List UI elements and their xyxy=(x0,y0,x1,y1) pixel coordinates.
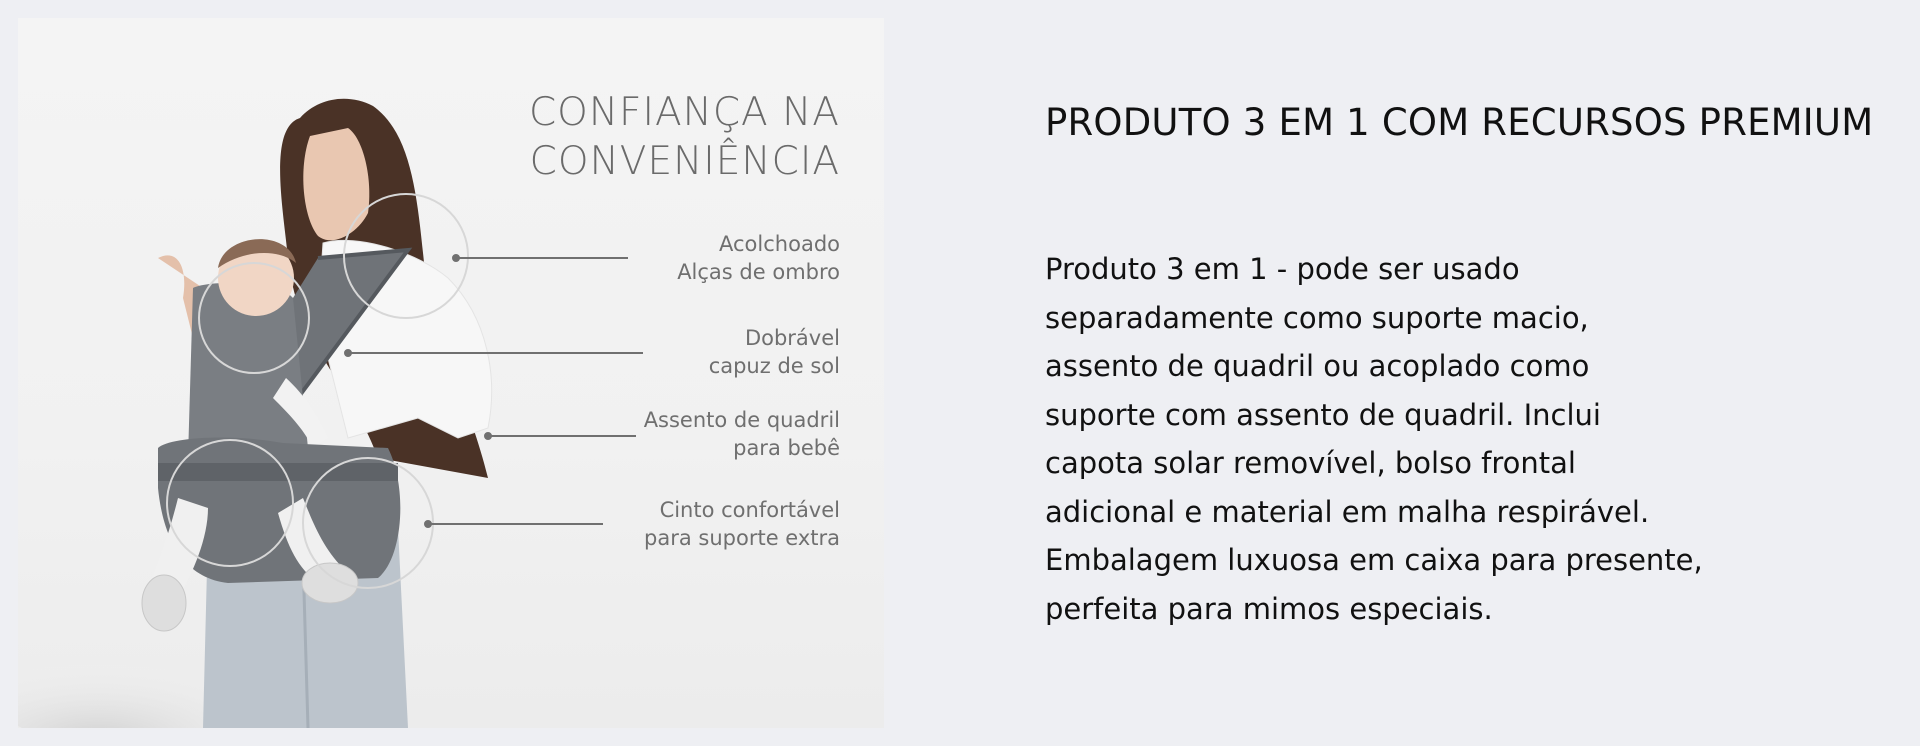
feature-label: capuz de sol xyxy=(708,354,840,378)
feature-label: Assento de quadril xyxy=(643,408,840,432)
feature-label: para suporte extra xyxy=(644,526,840,550)
feature-callout-shoulder-straps xyxy=(677,230,840,286)
feature-label: Acolchoado xyxy=(719,232,840,256)
feature-label: para bebê xyxy=(733,436,840,460)
feature-label: Cinto confortável xyxy=(659,498,840,522)
description-line: perfeita para mimos especiais. xyxy=(1045,591,1493,626)
description-line: Embalagem luxuosa em caixa para presente, xyxy=(1045,543,1703,577)
description-line: suporte com assento de quadril. Inclui xyxy=(1045,397,1601,432)
feature-callout-sun-hood xyxy=(709,324,840,380)
section-heading: PRODUTO 3 EM 1 COM RECURSOS PREMIUM xyxy=(1045,101,1874,144)
description-line: capota solar removível, bolso frontal xyxy=(1045,446,1576,480)
product-image-panel xyxy=(18,18,884,728)
description-line: assento de quadril ou acoplado como xyxy=(1045,349,1590,383)
description-line: Produto 3 em 1 - pode ser usado xyxy=(1045,252,1520,286)
feature-callout-hip-seat xyxy=(644,406,840,462)
description-text xyxy=(1045,245,1885,633)
description-line: separadamente como suporte macio, xyxy=(1045,300,1589,335)
panel-title-line: CONVENIÊNCIA xyxy=(529,139,840,184)
feature-callout-belt xyxy=(644,496,840,552)
feature-label: Alças de ombro xyxy=(677,260,840,284)
feature-label: Dobrável xyxy=(744,326,840,350)
product-description-section xyxy=(1045,100,1885,633)
panel-title xyxy=(529,88,840,186)
description-line: adicional e material em malha respirável. xyxy=(1045,494,1650,529)
panel-title-line: CONFIANÇA NA xyxy=(528,90,840,135)
